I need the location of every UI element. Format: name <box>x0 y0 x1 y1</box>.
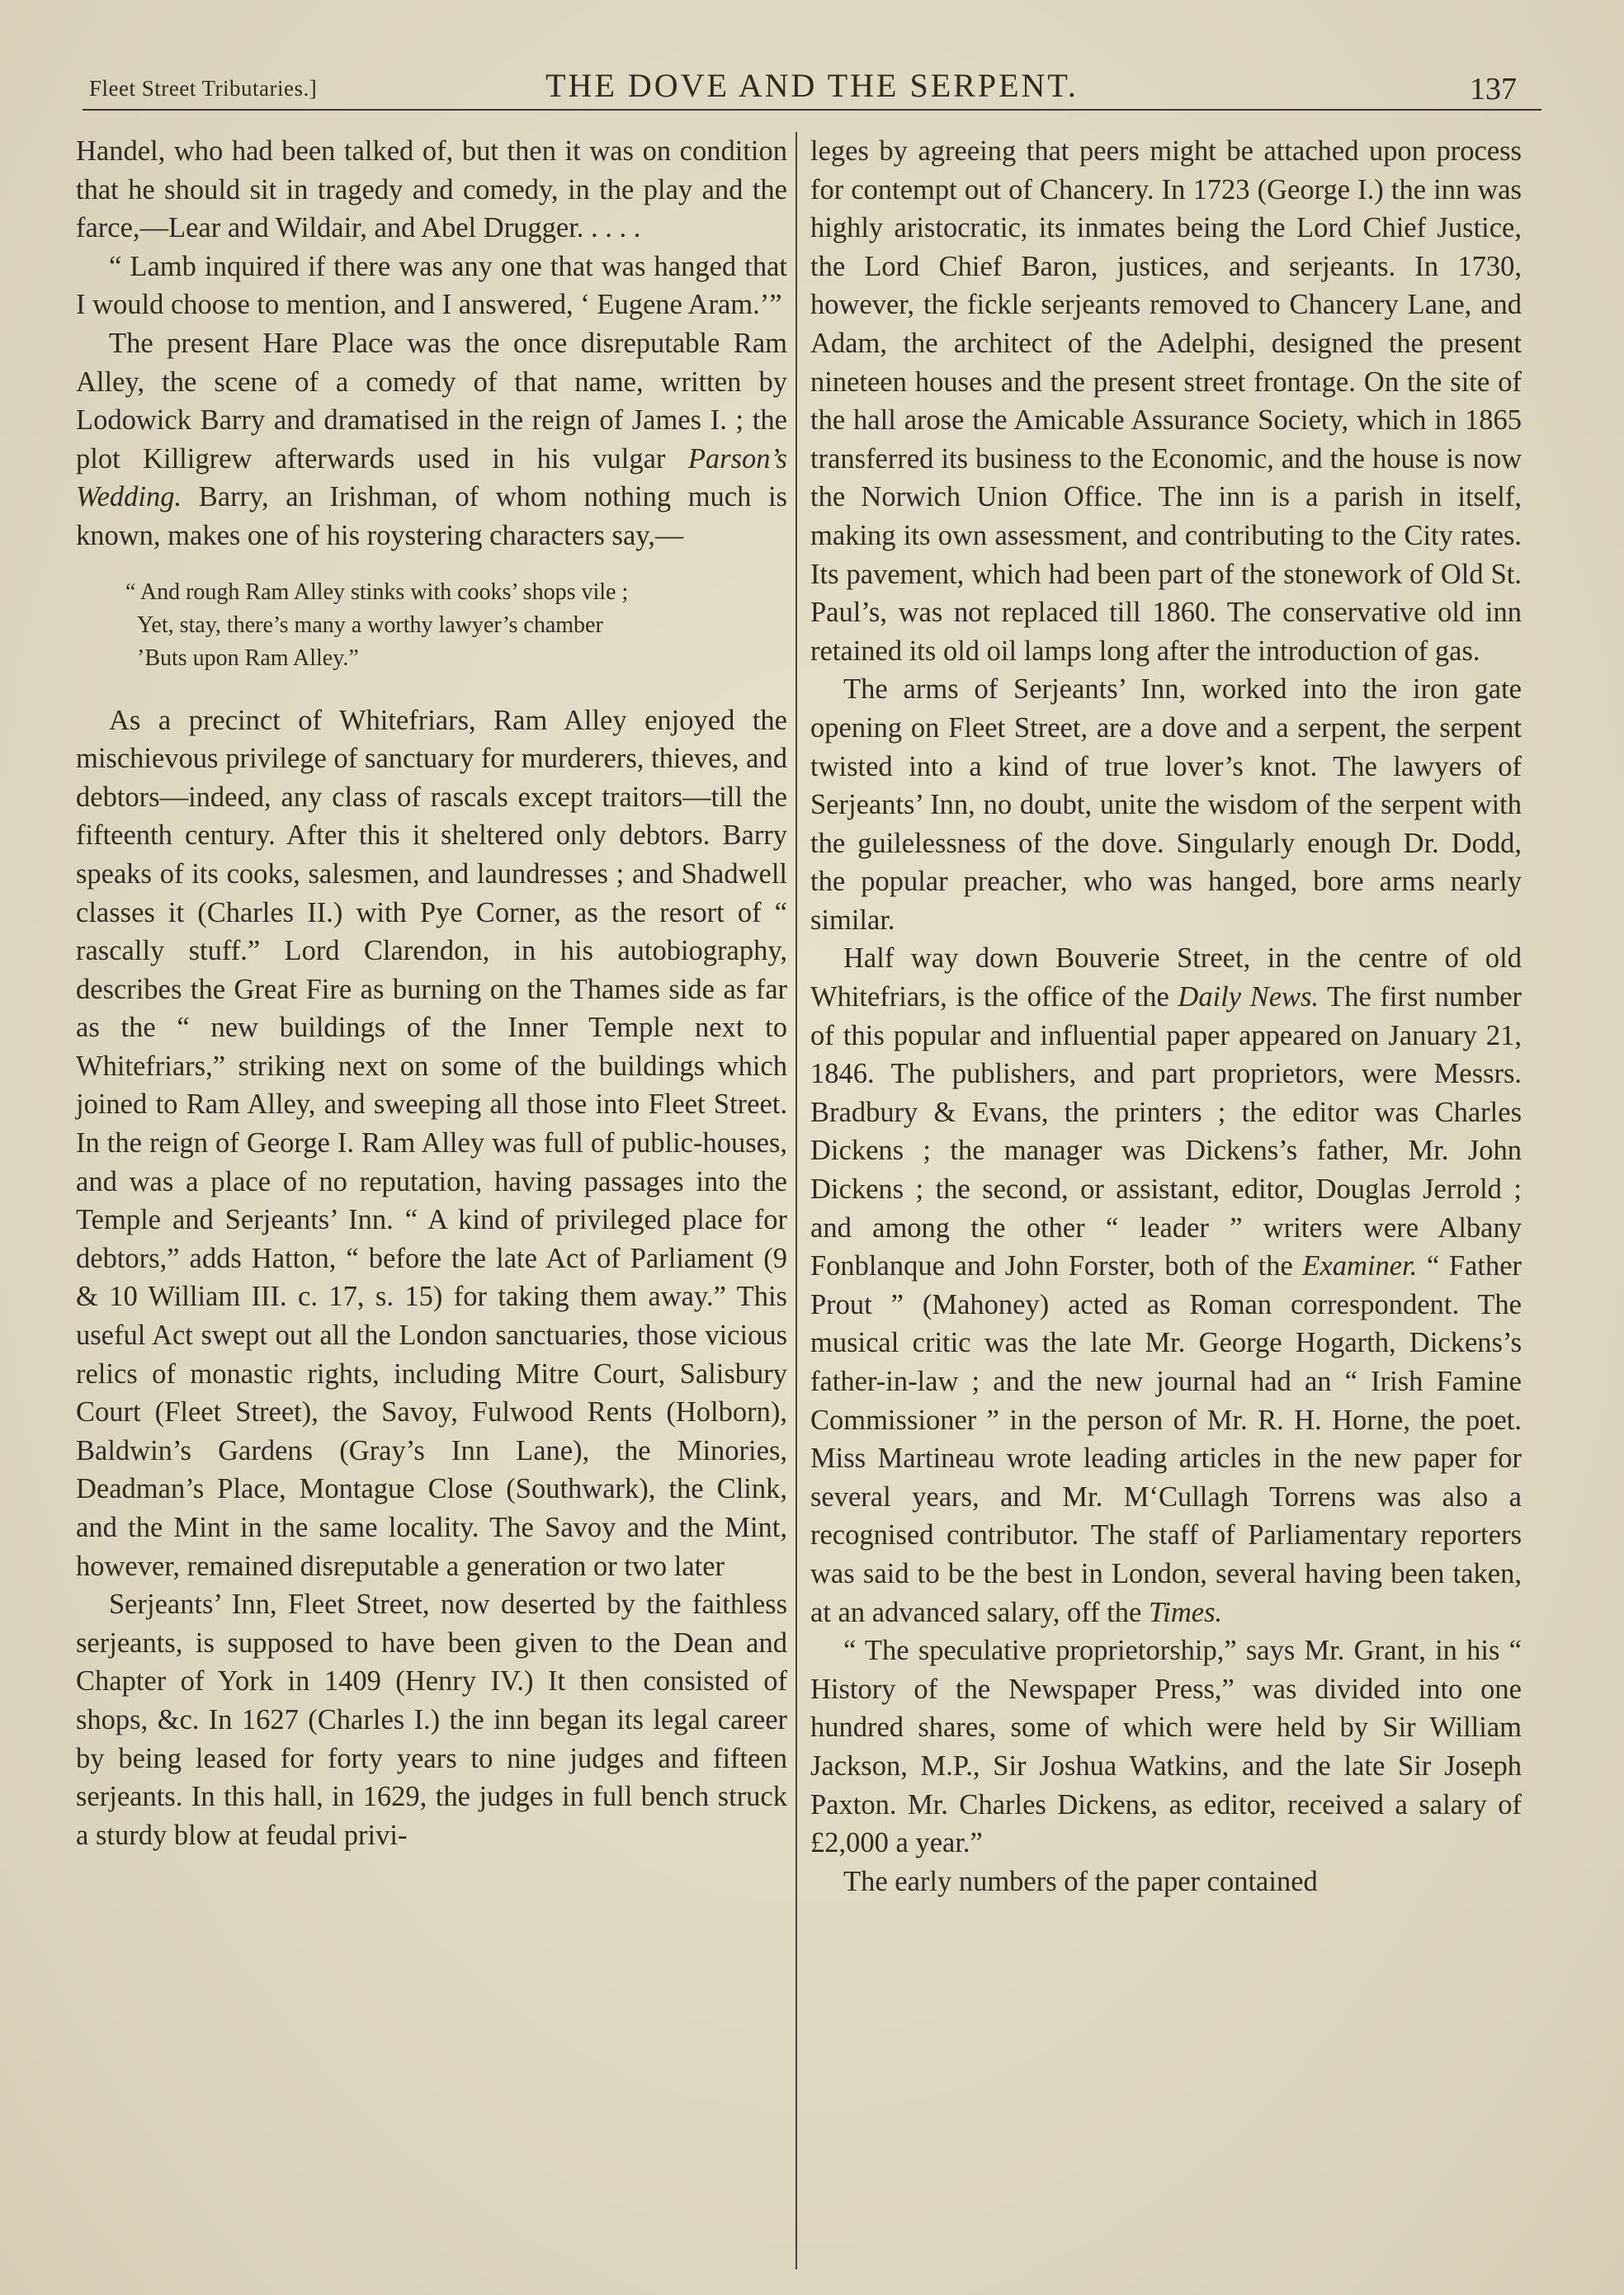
paragraph <box>810 939 1522 1632</box>
left-column <box>76 132 787 1854</box>
paragraph-text: Half way down Bouverie Street, in the centre of old Whitefriars, is the office of the <box>810 942 1522 1013</box>
paragraph-text: The present Hare Place was the once disreputable Ram Alley, the scene of a comedy of that name, written by Lodowick Barry and dramatised in the reign of James I. ; the plot Killigrew afterwards used in his vulgar <box>76 327 787 475</box>
paragraph: Serjeants’ Inn, Fleet Street, now deserted by the faithless serjeants, is supposed to have been given to the Dean and Chapter of York in 1409 (Henry IV.) It then consisted of shops, &c. In 1627 (Charles I.) the inn began its legal career by being leased for forty years to nine judges and fifteen serjeants. In this hall, in 1629, the judges in full bench struck a sturdy blow at feudal privi- <box>76 1589 787 1851</box>
verse-quote <box>125 576 787 675</box>
paragraph: Handel, who had been talked of, but then it was on condition that he should sit in tragedy and comedy, in the play and the farce,—Lear and Wildair, and Abel Drugger. . . . . <box>76 135 787 244</box>
quote-line: Yet, stay, there’s many a worthy lawyer’s chamber <box>137 612 603 638</box>
paragraph: “ The speculative proprietorship,” says Mr. Grant, in his “ History of the Newspaper Press,” was divided into one hundred shares, some of which were held by Sir William Jackson, M.P., Sir Joshua Watkins, and the late Sir Joseph Paxton. Mr. Charles Dickens, as editor, received a salary of £2,000 a year.” <box>810 1635 1522 1859</box>
paragraph-text: Barry, an Irishman, of whom nothing much is known, makes one of his roystering characters say,— <box>76 481 787 551</box>
header-rule <box>83 109 1541 111</box>
italic-title: Parson’s Wedding. <box>76 442 787 513</box>
running-header <box>83 58 1541 116</box>
paragraph-text: “ Father Prout ” (Mahoney) acted as Roman correspondent. The musical critic was the late Mr. George Hogarth, Dickens’s father-in-law ; and the new journal had an “ Irish Famine Commissioner ” in the person of Mr. R. H. Horne, the poet. Miss Martineau wrote leading articles in the new paper for several years, and Mr. M‘Cullagh Torrens was also a recognised contributor. The staff of Parliamentary reporters was said to be the best in London, several having been taken, at an advanced salary, off the <box>810 1250 1522 1628</box>
paragraph: The early numbers of the paper contained <box>843 1865 1318 1897</box>
paragraph-text: The first number of this popular and influential paper appeared on January 21, 1846. The publishers, and part proprietors, were Messrs. Bradbury & Evans, the printers ; the editor was Charles Dickens ; the manager was Dickens’s father, Mr. John Dickens ; the second, or assistant, editor, Douglas Jerrold ; and among the other “ leader ” writers were Albany Fonblanque and John Forster, both of the <box>810 981 1522 1282</box>
italic-title: Times. <box>1148 1596 1223 1628</box>
paragraph: The arms of Serjeants’ Inn, worked into the iron gate opening on Fleet Street, are a dove and a serpent, the serpent twisted into a kind of true lover’s knot. The lawyers of Serjeants’ Inn, no doubt, unite the wisdom of the serpent with the guilelessness of the dove. Singularly enough Dr. Dodd, the popular preacher, who was hanged, bore arms nearly similar. <box>810 673 1522 936</box>
right-column <box>810 132 1522 1901</box>
section-title: Fleet Street Tributaries.] <box>89 76 318 101</box>
quote-line: “ And rough Ram Alley stinks with cooks’ shops vile ; <box>125 578 629 605</box>
paragraph <box>76 324 787 555</box>
page-number: 137 <box>1470 72 1517 106</box>
paragraph: “ Lamb inquired if there was any one that was hanged that I would choose to mention, and I answered, ‘ Eugene Aram.’” <box>76 250 787 321</box>
italic-title: Examiner. <box>1302 1250 1418 1282</box>
page-title: THE DOVE AND THE SERPENT. <box>545 67 1079 104</box>
column-divider <box>795 132 797 2269</box>
paragraph: leges by agreeing that peers might be attached upon process for contempt out of Chancery. In 1723 (George I.) the inn was highly aristocratic, its inmates being the Lord Chief Justice, the Lord Chief Baron, justices, and serjeants. In 1730, however, the fickle serjeants removed to Chancery Lane, and Adam, the architect of the Adelphi, designed the present nineteen houses and the present street frontage. On the site of the hall arose the Amicable Assurance Society, which in 1865 transferred its business to the Economic, and the house is now the Norwich Union Office. The inn is a parish in itself, making its own assessment, and contributing to the City rates. Its pavement, which had been part of the stonework of Old St. Paul’s, was not replaced till 1860. The conservative old inn retained its old oil lamps long after the introduction of gas. <box>810 135 1522 667</box>
quote-line: ’Buts upon Ram Alley.” <box>137 645 359 671</box>
paragraph: As a precinct of Whitefriars, Ram Alley enjoyed the mischievous privilege of sanctuary for murderers, thieves, and debtors—indeed, any class of rascals except traitors—till the fifteenth century. After this it sheltered only debtors. Barry speaks of its cooks, salesmen, and laundresses ; and Shadwell classes it (Charles II.) with Pye Corner, as the resort of “ rascally stuff.” Lord Clarendon, in his autobiography, describes the Great Fire as burning on the Thames side as far as the “ new buildings of the Inner Temple next to Whitefriars,” striking next on some of the buildings which joined to Ram Alley, and sweeping all those into Fleet Street. In the reign of George I. Ram Alley was full of public-houses, and was a place of no reputation, having passages into the Temple and Serjeants’ Inn. “ A kind of privileged place for debtors,” adds Hatton, “ before the late Act of Parliament (9 & 10 William III. c. 17, s. 15) for taking them away.” This useful Act swept out all the London sanctuaries, those vicious relics of monastic rights, including Mitre Court, Salisbury Court (Fleet Street), the Savoy, Fulwood Rents (Holborn), Baldwin’s Gardens (Gray’s Inn Lane), the Minories, Deadman’s Place, Montague Close (Southwark), the Clink, and the Mint in the same locality. The Savoy and the Mint, however, remained disreputable a generation or two later <box>76 704 787 1582</box>
italic-title: Daily News. <box>1178 981 1320 1013</box>
